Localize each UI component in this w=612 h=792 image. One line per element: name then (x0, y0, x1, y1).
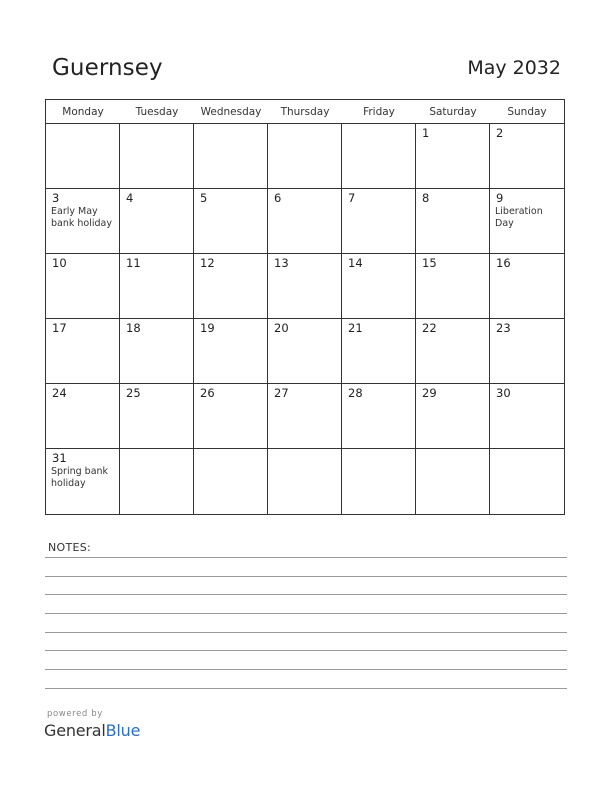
day-cell[interactable] (416, 449, 490, 514)
day-number: 17 (52, 321, 67, 335)
weekday-header: Saturday (416, 100, 490, 124)
day-cell[interactable] (342, 124, 416, 189)
day-cell[interactable] (416, 189, 490, 254)
brand-blue: Blue (105, 721, 141, 740)
day-number: 29 (422, 386, 437, 400)
day-cell[interactable] (416, 254, 490, 319)
day-cell[interactable] (268, 319, 342, 384)
weekday-header: Friday (342, 100, 416, 124)
powered-by-text: powered by (47, 709, 103, 719)
day-number: 30 (496, 386, 511, 400)
day-number: 4 (126, 191, 134, 205)
calendar-month-year: May 2032 (467, 57, 561, 79)
day-cell[interactable] (490, 449, 564, 514)
day-cell[interactable] (120, 319, 194, 384)
generalblue-logo[interactable] (44, 721, 140, 740)
note-line (45, 576, 567, 577)
day-cell[interactable] (194, 254, 268, 319)
day-cell[interactable] (490, 384, 564, 449)
day-number: 8 (422, 191, 430, 205)
brand-general: General (44, 721, 106, 740)
day-number: 11 (126, 256, 141, 270)
day-cell[interactable] (268, 124, 342, 189)
calendar-grid (45, 99, 565, 515)
day-number: 27 (274, 386, 289, 400)
day-number: 14 (348, 256, 363, 270)
day-cell[interactable] (46, 189, 120, 254)
day-number: 22 (422, 321, 437, 335)
weekday-header: Sunday (490, 100, 564, 124)
day-number: 7 (348, 191, 356, 205)
day-cell[interactable] (342, 384, 416, 449)
day-number: 2 (496, 126, 504, 140)
day-number: 25 (126, 386, 141, 400)
day-number: 19 (200, 321, 215, 335)
day-cell[interactable] (46, 384, 120, 449)
day-cell[interactable] (490, 124, 564, 189)
weekday-header: Tuesday (120, 100, 194, 124)
day-number: 31 (52, 451, 67, 465)
day-number: 12 (200, 256, 215, 270)
day-cell[interactable] (120, 124, 194, 189)
day-number: 24 (52, 386, 67, 400)
day-cell[interactable] (490, 189, 564, 254)
day-cell[interactable] (46, 319, 120, 384)
holiday-label: Early May bank holiday (51, 206, 112, 229)
day-cell[interactable] (490, 254, 564, 319)
day-cell[interactable] (46, 124, 120, 189)
day-number: 23 (496, 321, 511, 335)
day-cell[interactable] (194, 319, 268, 384)
holiday-label: Spring bank holiday (51, 466, 109, 489)
calendar-country-title: Guernsey (52, 55, 163, 81)
weekday-header: Monday (46, 100, 120, 124)
day-number: 20 (274, 321, 289, 335)
day-cell[interactable] (342, 189, 416, 254)
day-number: 6 (274, 191, 282, 205)
day-cell[interactable] (194, 384, 268, 449)
day-cell[interactable] (268, 254, 342, 319)
day-cell[interactable] (268, 384, 342, 449)
day-cell[interactable] (416, 124, 490, 189)
day-number: 10 (52, 256, 67, 270)
day-number: 1 (422, 126, 430, 140)
weekday-header: Thursday (268, 100, 342, 124)
day-cell[interactable] (416, 319, 490, 384)
day-cell[interactable] (268, 189, 342, 254)
day-number: 5 (200, 191, 208, 205)
day-number: 21 (348, 321, 363, 335)
day-number: 18 (126, 321, 141, 335)
note-line (45, 613, 567, 614)
note-line (45, 650, 567, 651)
day-cell[interactable] (342, 319, 416, 384)
note-line (45, 669, 567, 670)
day-number: 26 (200, 386, 215, 400)
day-number: 3 (52, 191, 60, 205)
day-cell[interactable] (194, 189, 268, 254)
day-cell[interactable] (120, 189, 194, 254)
day-cell[interactable] (46, 449, 120, 514)
day-cell[interactable] (120, 449, 194, 514)
day-number: 13 (274, 256, 289, 270)
day-number: 15 (422, 256, 437, 270)
day-cell[interactable] (46, 254, 120, 319)
weekday-header: Wednesday (194, 100, 268, 124)
note-line (45, 632, 567, 633)
day-number: 9 (496, 191, 504, 205)
note-line (45, 688, 567, 689)
note-line (45, 557, 567, 558)
note-line (45, 594, 567, 595)
day-cell[interactable] (342, 449, 416, 514)
day-cell[interactable] (194, 124, 268, 189)
day-number: 16 (496, 256, 511, 270)
day-number: 28 (348, 386, 363, 400)
day-cell[interactable] (120, 254, 194, 319)
day-cell[interactable] (342, 254, 416, 319)
day-cell[interactable] (120, 384, 194, 449)
day-cell[interactable] (268, 449, 342, 514)
day-cell[interactable] (194, 449, 268, 514)
holiday-label: Liberation Day (495, 206, 543, 229)
notes-label: NOTES: (48, 541, 92, 554)
day-cell[interactable] (490, 319, 564, 384)
day-cell[interactable] (416, 384, 490, 449)
